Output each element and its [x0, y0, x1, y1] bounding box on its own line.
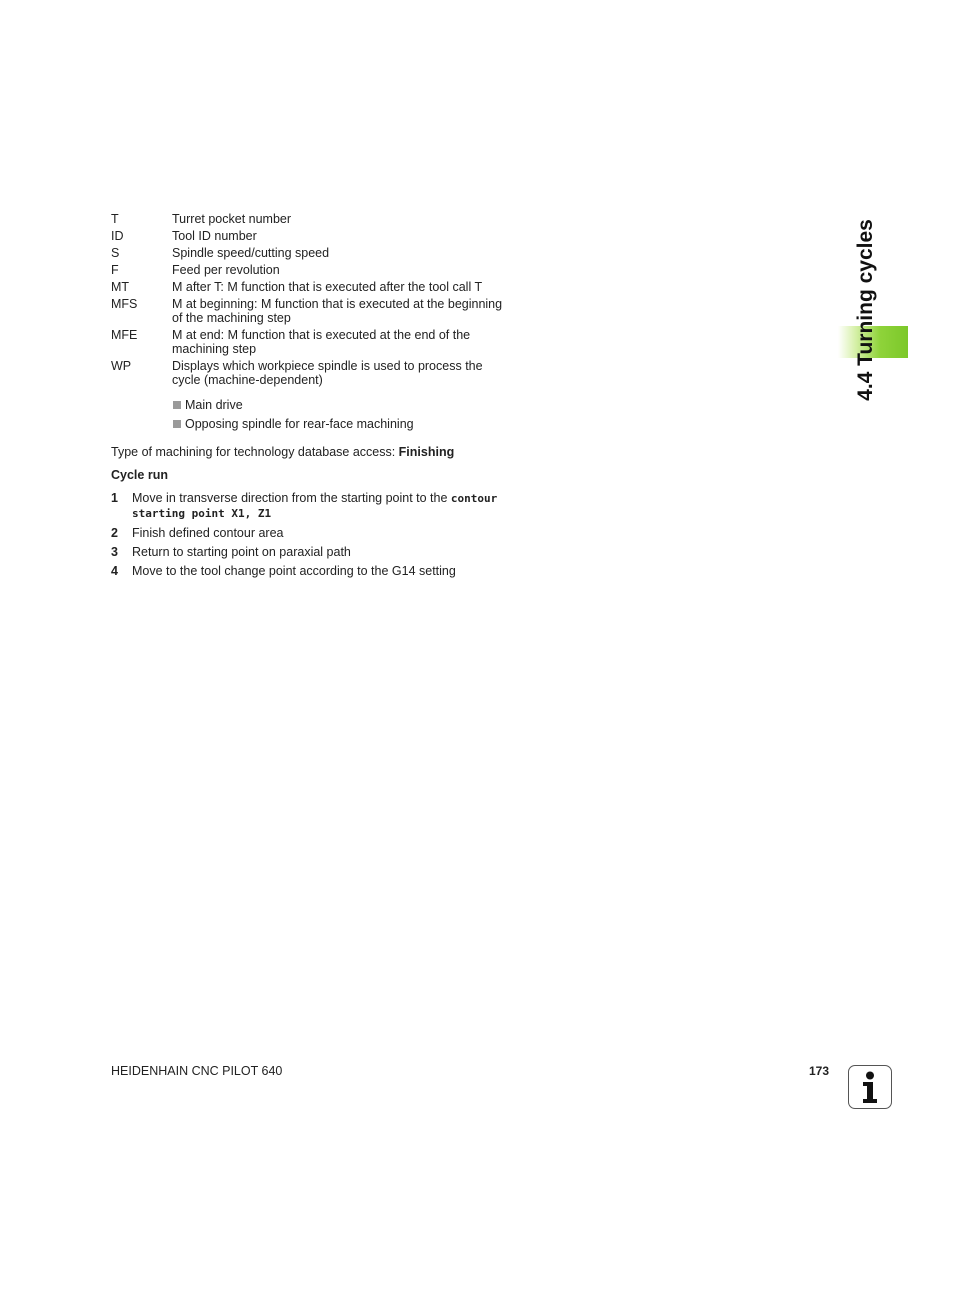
parameter-code: MFE	[111, 328, 138, 342]
parameter-code: T	[111, 212, 119, 226]
step-item	[111, 545, 511, 559]
step-text: Finish defined contour area	[132, 526, 284, 540]
option-label: Main drive	[185, 398, 243, 412]
parameter-code: WP	[111, 359, 132, 373]
step-text-body: Move in transverse direction from the starting point to the	[132, 491, 451, 505]
info-icon	[848, 1065, 892, 1109]
step-item	[111, 491, 511, 521]
parameter-code: ID	[111, 229, 124, 243]
parameter-row	[111, 246, 511, 260]
parameter-row	[111, 229, 511, 243]
option-item	[172, 398, 414, 417]
step-text: Move to the tool change point according to the G14 setting	[132, 564, 456, 578]
step-code: contour starting point X1, Z1	[132, 492, 498, 520]
info-glyph	[849, 1066, 891, 1108]
option-label: Opposing spindle for rear-face machining	[185, 417, 414, 431]
option-item	[172, 417, 414, 436]
step-text: Return to starting point on paraxial path	[132, 545, 351, 559]
page-number: 173	[809, 1064, 830, 1078]
parameter-code: S	[111, 246, 120, 260]
parameter-code: MFS	[111, 297, 138, 311]
square-bullet-icon	[173, 420, 181, 428]
parameter-row	[111, 212, 511, 226]
parameter-code: MT	[111, 280, 130, 294]
parameter-description: M at end: M function that is executed at the end of the machining step	[172, 328, 471, 356]
cycle-run-steps	[111, 491, 511, 583]
step-number: 4	[111, 564, 118, 578]
step-number: 2	[111, 526, 118, 540]
step-number: 1	[111, 491, 118, 505]
parameter-description: Feed per revolution	[172, 263, 280, 277]
cycle-run-heading: Cycle run	[111, 468, 168, 482]
step-item	[111, 564, 511, 578]
parameter-description: Turret pocket number	[172, 212, 292, 226]
parameter-description: M after T: M function that is executed after the tool call T	[172, 280, 483, 294]
step-number: 3	[111, 545, 118, 559]
parameter-code: F	[111, 263, 119, 277]
parameter-list	[111, 212, 511, 390]
step-item	[111, 526, 511, 540]
machining-type-value: Finishing	[398, 445, 455, 459]
parameter-description: Displays which workpiece spindle is used to process the cycle (machine-dependent)	[172, 359, 483, 387]
step-text	[132, 491, 511, 521]
parameter-row	[111, 328, 511, 356]
parameter-description: Tool ID number	[172, 229, 257, 243]
square-bullet-icon	[173, 401, 181, 409]
section-title-text: 4.4 Turning cycles	[854, 219, 877, 401]
parameter-description: M at beginning: M function that is executed at the beginning of the machining step	[172, 297, 503, 325]
parameter-row	[111, 297, 511, 325]
footer-product: HEIDENHAIN CNC PILOT 640	[111, 1064, 283, 1078]
machining-type-label: Type of machining for technology database access:	[111, 445, 399, 459]
wp-options	[172, 398, 414, 436]
parameter-row	[111, 359, 511, 387]
parameter-description: Spindle speed/cutting speed	[172, 246, 330, 260]
parameter-row	[111, 263, 511, 277]
parameter-row	[111, 280, 511, 294]
machining-type	[111, 445, 454, 459]
